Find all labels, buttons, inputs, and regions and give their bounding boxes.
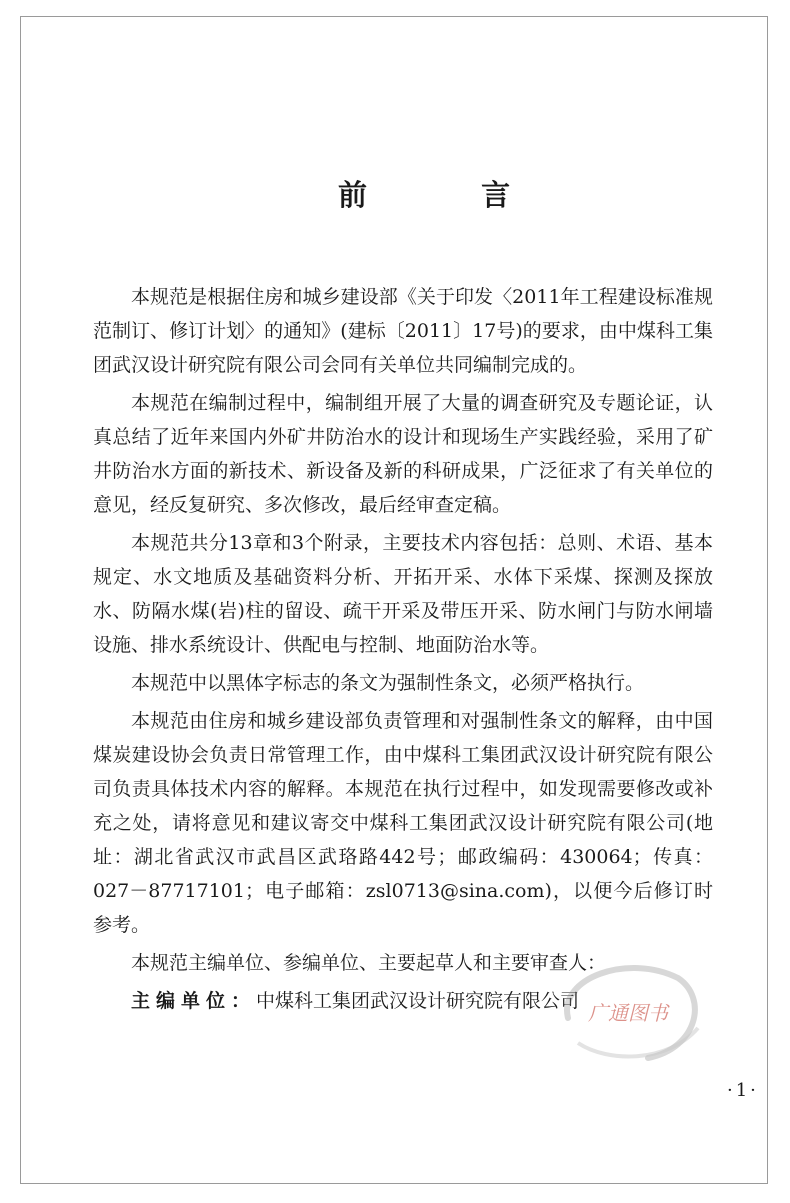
paragraph: 本规范共分13章和3个附录，主要技术内容包括：总则、术语、基本规定、水文地质及基础资料分析、开拓开采、水体下采煤、探测及探放水、防隔水煤(岩)柱的留设、疏干开采及带压开采、防水闸门与防水闸墙设施、排水系统设计、供配电与控制、地面防治水等。 bbox=[93, 532, 713, 656]
paragraph: 本规范在编制过程中，编制组开展了大量的调查研究及专题论证，认真总结了近年来国内外矿井防治水的设计和现场生产实践经验，采用了矿井防治水方面的新技术、新设备及新的科研成果，广泛征求了有关单位的意见，经反复研究、多次修改，最后经审查定稿。 bbox=[93, 392, 713, 516]
paragraph: 本规范主编单位、参编单位、主要起草人和主要审查人： bbox=[131, 952, 607, 974]
chief-editor-value: 中煤科工集团武汉设计研究院有限公司 bbox=[256, 990, 580, 1012]
chief-editor-label: 主编单位： bbox=[131, 990, 257, 1012]
preface-body bbox=[93, 280, 713, 1022]
paragraph: 本规范中以黑体字标志的条文为强制性条文，必须严格执行。 bbox=[131, 672, 645, 694]
paragraph: 本规范由住房和城乡建设部负责管理和对强制性条文的解释，由中国煤炭建设协会负责日常管理工作，由中煤科工集团武汉设计研究院有限公司负责具体技术内容的解释。本规范在执行过程中，如发现需要修改或补充之处，请将意见和建议寄交中煤科工集团武汉设计研究院有限公司(地址：湖北省武汉市武昌区武珞路442号；邮政编码：430064；传真：027－87717101；电子邮箱：zsl0713@sina.com)，以便今后修订时参考。 bbox=[93, 710, 713, 936]
page-number: ·1· bbox=[727, 1080, 759, 1101]
paragraph: 本规范是根据住房和城乡建设部《关于印发〈2011年工程建设标准规范制订、修订计划〉的通知》(建标〔2011〕17号)的要求，由中煤科工集团武汉设计研究院有限公司会同有关单位共同编制完成的。 bbox=[93, 286, 713, 376]
publisher-seal-watermark bbox=[548, 958, 708, 1068]
watermark-label: 广通图书 bbox=[588, 1001, 668, 1025]
page-title: 前 言 bbox=[338, 178, 563, 212]
